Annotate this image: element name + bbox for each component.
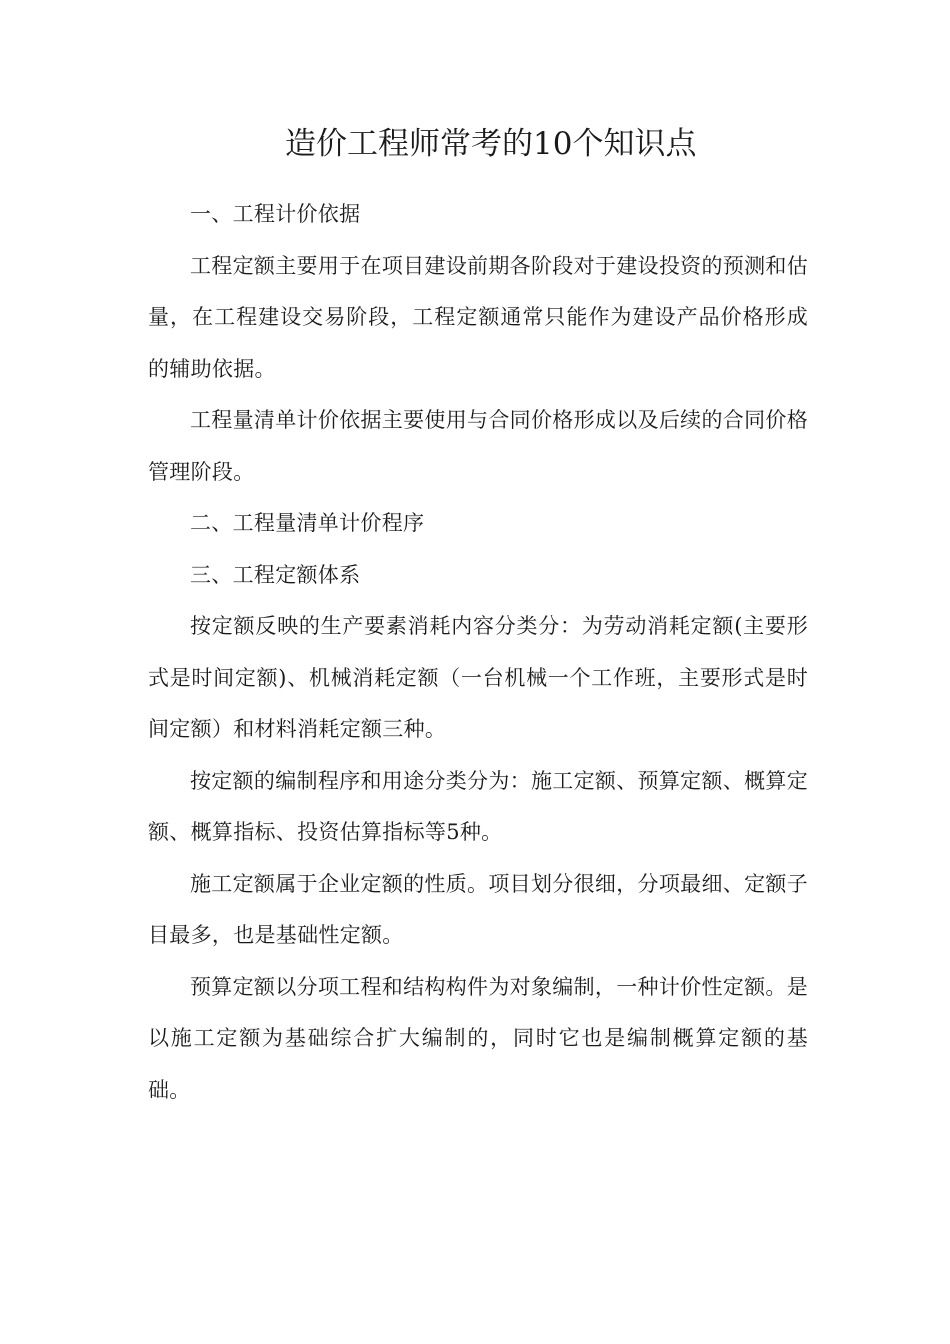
section-heading-1: 一、工程计价依据 xyxy=(190,202,361,226)
title-line xyxy=(0,122,950,166)
paragraph-2: 工程量清单计价依据主要使用与合同价格形成以及后续的合同价格管理阶段。 xyxy=(148,408,808,484)
paragraph-3: 按定额反映的生产要素消耗内容分类分：为劳动消耗定额(主要形式是时间定额)、机械消耗定额（一台机械一个工作班，主要形式是时间定额）和材料消耗定额三种。 xyxy=(148,614,808,741)
document-body xyxy=(148,189,808,1116)
section-heading-2: 二、工程量清单计价程序 xyxy=(190,511,425,535)
section-heading-3: 三、工程定额体系 xyxy=(190,562,361,587)
paragraph-6: 预算定额以分项工程和结构构件为对象编制，一种计价性定额。是以施工定额为基础综合扩大编制的，同时它也是编制概算定额的基础。 xyxy=(148,974,808,1102)
paragraph-4: 按定额的编制程序和用途分类分为：施工定额、预算定额、概算定额、概算指标、投资估算指标等5种。 xyxy=(148,768,808,844)
document-title: 造价工程师常考的10个知识点 xyxy=(285,126,697,162)
paragraph-1: 工程定额主要用于在项目建设前期各阶段对于建设投资的预测和估量，在工程建设交易阶段，工程定额通常只能作为建设产品价格形成的辅助依据。 xyxy=(148,253,808,381)
paragraph-5: 施工定额属于企业定额的性质。项目划分很细，分项最细、定额子目最多，也是基础性定额。 xyxy=(148,871,808,947)
